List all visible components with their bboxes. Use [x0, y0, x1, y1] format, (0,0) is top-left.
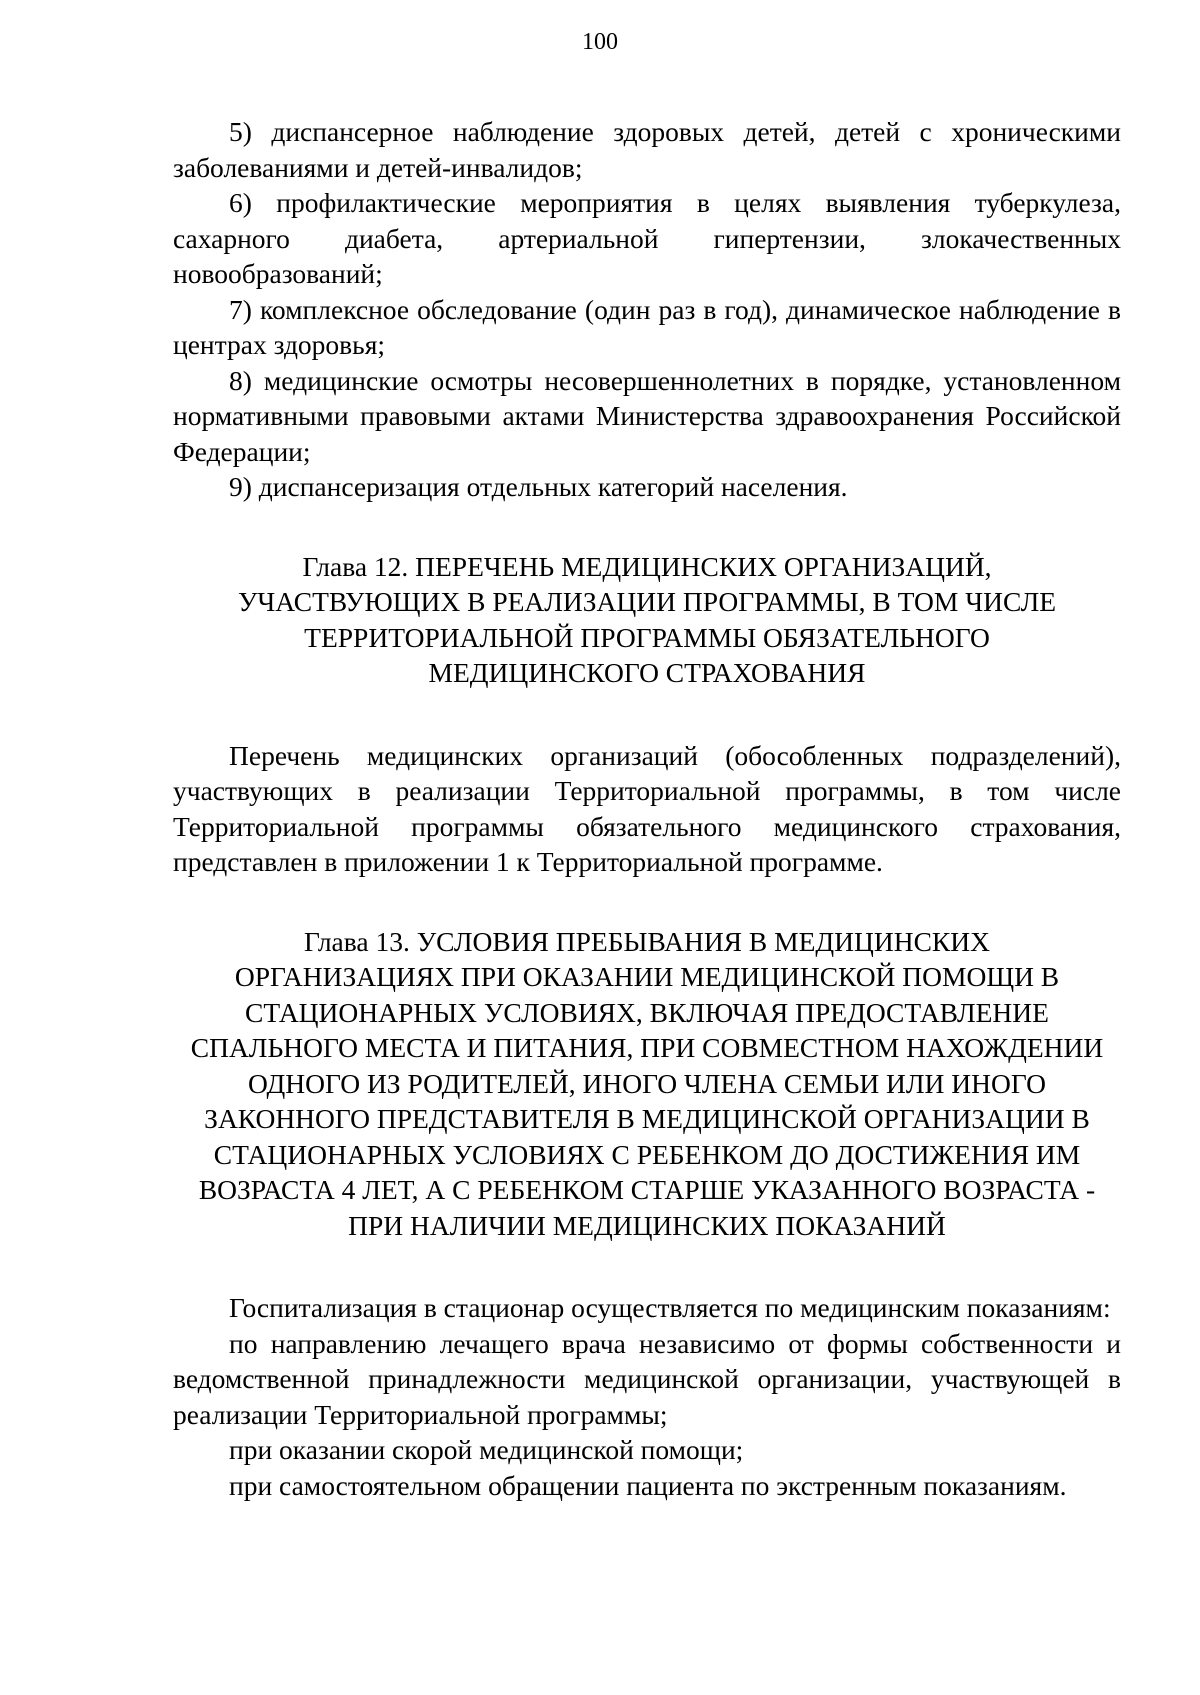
list-item: 9) диспансеризация отдельных категорий населения. [229, 471, 848, 502]
heading-line: ОРГАНИЗАЦИЯХ ПРИ ОКАЗАНИИ МЕДИЦИНСКОЙ ПОМОЩИ В [234, 961, 1060, 992]
chapter-12-body: Перечень медицинских организаций (обособленных подразделений), участвующих в реализации Территориальной программы, в том числе Территориальной программы обязательного медицинского страхования, представлен в приложении 1 к Территориальной программе. [173, 739, 1121, 877]
chapter-13-heading [173, 924, 1121, 1244]
heading-line: МЕДИЦИНСКОГО СТРАХОВАНИЯ [428, 657, 866, 688]
page-number: 100 [582, 29, 618, 55]
heading-line: Глава 13. УСЛОВИЯ ПРЕБЫВАНИЯ В МЕДИЦИНСКИХ [304, 925, 990, 957]
list-item: 7) комплексное обследование (один раз в год), динамическое наблюдение в центрах здоровья; [173, 293, 1121, 360]
chapter-13-paragraph: по направлению лечащего врача независимо от формы собственности и ведомственной принадлежности медицинской организации, участвующей в реализации Территориальной программы; [173, 1327, 1121, 1430]
chapter-12-heading [173, 549, 1121, 691]
page-content [173, 114, 1121, 1503]
heading-line: СПАЛЬНОГО МЕСТА И ПИТАНИЯ, ПРИ СОВМЕСТНОМ НАХОЖДЕНИИ [190, 1032, 1104, 1063]
heading-line: ОДНОГО ИЗ РОДИТЕЛЕЙ, ИНОГО ЧЛЕНА СЕМЬИ ИЛИ ИНОГО [248, 1067, 1046, 1099]
list-item: 6) профилактические мероприятия в целях выявления туберкулеза, сахарного диабета, артериальной гипертензии, злокачественных новообразований; [173, 187, 1121, 289]
list-item: 8) медицинские осмотры несовершеннолетних в порядке, установленном нормативными правовыми актами Министерства здравоохранения Российской Федерации; [173, 364, 1121, 467]
chapter-13-paragraph: Госпитализация в стационар осуществляется по медицинским показаниям: [229, 1292, 1111, 1323]
list-item: 5) диспансерное наблюдение здоровых детей, детей с хроническими заболеваниями и детей-инвалидов; [173, 116, 1121, 183]
heading-line: УЧАСТВУЮЩИХ В РЕАЛИЗАЦИИ ПРОГРАММЫ, В ТОМ ЧИСЛЕ [237, 586, 1057, 617]
heading-line: ЗАКОННОГО ПРЕДСТАВИТЕЛЯ В МЕДИЦИНСКОЙ ОРГАНИЗАЦИИ В [204, 1103, 1090, 1134]
chapter-13-paragraph: при самостоятельном обращении пациента по экстренным показаниям. [229, 1469, 1067, 1501]
heading-line: ПРИ НАЛИЧИИ МЕДИЦИНСКИХ ПОКАЗАНИЙ [348, 1209, 946, 1241]
heading-line: Глава 12. ПЕРЕЧЕНЬ МЕДИЦИНСКИХ ОРГАНИЗАЦИЙ, [302, 550, 992, 582]
heading-line: СТАЦИОНАРНЫХ УСЛОВИЯХ С РЕБЕНКОМ ДО ДОСТИЖЕНИЯ ИМ [213, 1138, 1081, 1170]
heading-line: СТАЦИОНАРНЫХ УСЛОВИЯХ, ВКЛЮЧАЯ ПРЕДОСТАВЛЕНИЕ [245, 996, 1049, 1028]
heading-line: ВОЗРАСТА 4 ЛЕТ, А С РЕБЕНКОМ СТАРШЕ УКАЗАННОГО ВОЗРАСТА - [198, 1174, 1096, 1205]
heading-line: ТЕРРИТОРИАЛЬНОЙ ПРОГРАММЫ ОБЯЗАТЕЛЬНОГО [304, 621, 990, 653]
chapter-13-paragraph: при оказании скорой медицинской помощи; [229, 1434, 744, 1465]
